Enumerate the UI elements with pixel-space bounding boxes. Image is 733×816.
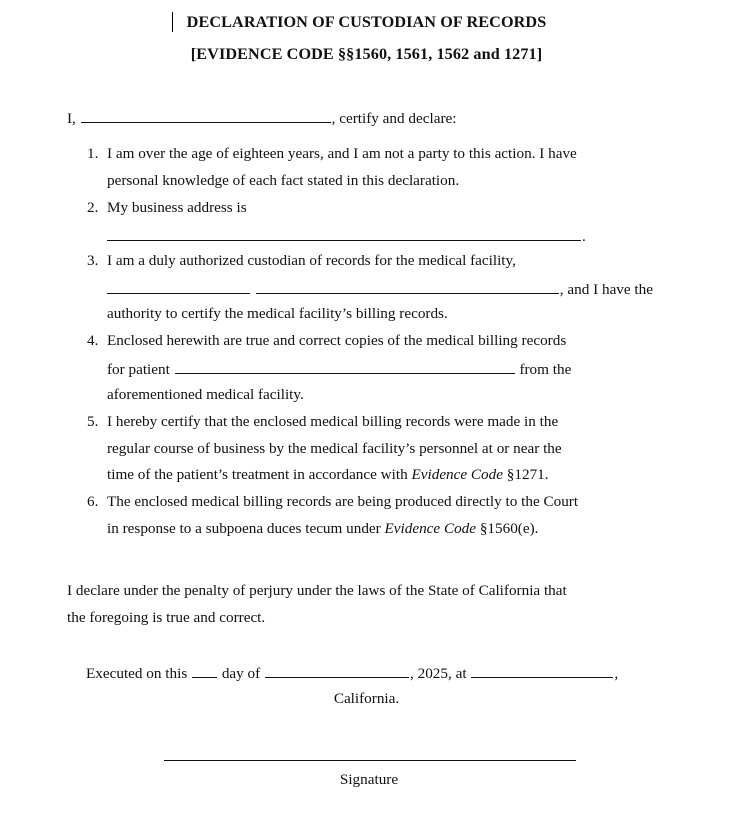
item-5-line-3-prefix: time of the patient’s treatment in accordance with (107, 466, 408, 483)
item-4-line-2-prefix: for patient (107, 361, 170, 378)
item-6-number: 6. (87, 493, 99, 510)
intro-suffix: , certify and declare: (331, 110, 457, 127)
executed-month-blank[interactable] (265, 663, 409, 678)
item-4-line-1: Enclosed herewith are true and correct copies of the medical billing records (107, 332, 567, 349)
item-6-line-2 (107, 520, 538, 538)
executed-end-comma: , (614, 665, 619, 682)
declarant-name-blank[interactable] (81, 108, 331, 123)
item-5-line-1: I hereby certify that the enclosed medical billing records were made in the (107, 413, 559, 430)
business-address-blank[interactable] (107, 226, 581, 241)
executed-day-of: day of (221, 665, 261, 682)
declaration-line-1: I declare under the penalty of perjury under the laws of the State of California that (67, 582, 567, 599)
medical-facility-blank-1[interactable] (107, 279, 250, 294)
signature-line[interactable] (164, 760, 576, 761)
item-4-line-2-suffix: from the (519, 361, 572, 378)
item-5-line-3-suffix: §1271. (506, 466, 549, 483)
item-6-line-1: The enclosed medical billing records are being produced directly to the Court (107, 493, 579, 510)
intro-prefix: I, (67, 110, 76, 127)
item-5-line-3 (107, 466, 549, 484)
document-subtitle: [EVIDENCE CODE §§1560, 1561, 1562 and 1271] (190, 45, 543, 63)
item-4-line-3: aforementioned medical facility. (107, 386, 304, 403)
item-1-line-2: personal knowledge of each fact stated in this declaration. (107, 172, 460, 189)
executed-year: , 2025, at (410, 665, 467, 682)
item-6-line-2-suffix: §1560(e). (479, 520, 539, 537)
declaration-line-2: the foregoing is true and correct. (67, 609, 266, 626)
item-4-line-2 (107, 359, 571, 379)
item-3-line-2 (107, 279, 653, 299)
item-5-number: 5. (87, 413, 99, 430)
signature-label: Signature (339, 771, 399, 788)
patient-name-blank[interactable] (175, 359, 515, 374)
item-1-line-1: I am over the age of eighteen years, and I am not a party to this action. I have (107, 145, 577, 162)
executed-city-blank[interactable] (471, 663, 613, 678)
item-2-line-2 (107, 226, 586, 246)
item-3-line-2-suffix: , and I have the (559, 281, 653, 298)
item-3-number: 3. (87, 252, 99, 269)
item-3-line-3: authority to certify the medical facility’s billing records. (107, 305, 448, 322)
executed-state: California. (333, 690, 400, 707)
item-2-period: . (582, 228, 586, 245)
item-3-line-1: I am a duly authorized custodian of records for the medical facility, (107, 252, 516, 269)
item-5-line-2: regular course of business by the medical facility’s personnel at or near the (107, 440, 562, 457)
item-2-line-1: My business address is (107, 199, 247, 216)
document-title: DECLARATION OF CUSTODIAN OF RECORDS (186, 13, 547, 31)
medical-facility-blank-2[interactable] (256, 279, 559, 294)
item-5-evidence-code: Evidence Code (411, 466, 503, 483)
item-6-evidence-code: Evidence Code (384, 520, 477, 537)
item-4-number: 4. (87, 332, 99, 349)
executed-day-blank[interactable] (192, 663, 217, 678)
intro-line (67, 108, 456, 128)
item-1-number: 1. (87, 145, 99, 162)
executed-prefix: Executed on this (86, 665, 188, 682)
item-2-number: 2. (87, 199, 99, 216)
executed-line (86, 663, 618, 683)
text-cursor (172, 12, 173, 32)
item-6-line-2-prefix: in response to a subpoena duces tecum under (107, 520, 381, 537)
